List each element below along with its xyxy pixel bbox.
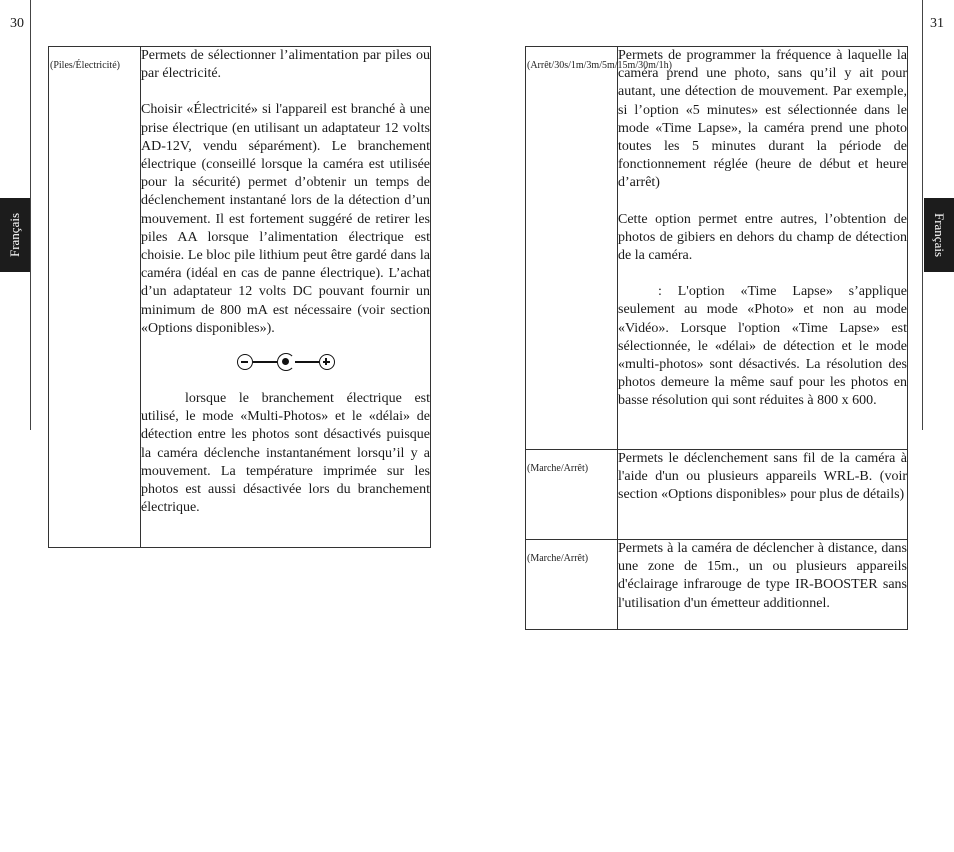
table-row-power-source: [49, 47, 431, 548]
option-label-wireless-trigger: (Marche/Arrêt): [526, 450, 618, 540]
language-tab-label: Français: [932, 212, 948, 258]
option-description-power-source: [141, 47, 431, 548]
center-pin-icon: [277, 353, 295, 371]
table-row-wireless-trigger: [526, 450, 908, 540]
page-number-right: 31: [930, 16, 944, 31]
positive-terminal-icon: [319, 354, 335, 370]
note-paragraph: lorsque le branchement électrique est utilisé, le mode «Multi-Photos» et le «délai» de détection entre les photos sont désactivés puisque la caméra déclenche instantanément lorsqu’il y a mouvement. La température imprimée sur les photos est aussi désactivée lors du branchement électrique.: [141, 391, 430, 516]
option-label-ir-booster: (Marche/Arrêt): [526, 540, 618, 630]
dc-polarity-icon: [141, 352, 430, 372]
table-row-time-lapse: [526, 47, 908, 450]
options-table-right: [525, 46, 908, 630]
description-paragraph: Permets de sélectionner l’alimentation par piles ou par électricité.: [141, 48, 430, 82]
negative-terminal-icon: [237, 354, 253, 370]
description-paragraph: Cette option permet entre autres, l’obtention de photos de gibiers en dehors du champ de détection de la caméra.: [618, 211, 907, 264]
description-paragraph: Permets de programmer la fréquence à laquelle la caméra prend une photo, sans qu’il y ait pour autant, une détection de mouvement. Par exemple, si l’option «5 minutes» est sélectionnée dans le mode «Time Lapse», la caméra prend une photo toutes les 5 minutes durant la période de fonctionnement réglée (heure de début et heure d’arrêt): [618, 48, 907, 191]
page-margin-line-left: [30, 0, 31, 430]
language-tab-left: [0, 198, 30, 272]
page-margin-line-right: [922, 0, 923, 430]
table-row-ir-booster: [526, 540, 908, 630]
options-table-left: [48, 46, 431, 548]
language-tab-label: Français: [7, 212, 23, 258]
option-label-time-lapse: (Arrêt/30s/1m/3m/5m/15m/30m/1h): [526, 47, 618, 450]
option-description-time-lapse: [618, 47, 908, 450]
language-tab-right: [924, 198, 954, 272]
option-description-ir-booster: [618, 540, 908, 630]
description-paragraph: Permets le déclenchement sans fil de la caméra à l'aide d'un ou plusieurs appareils WRL-B. (voir section «Options disponibles» pour plus de détails): [618, 451, 907, 503]
description-paragraph: Choisir «Électricité» si l'appareil est branché à une prise électrique (en utilisant un adaptateur 12 volts AD-12V, vendu séparément). Le branchement électrique (conseillé lorsque la caméra est utilisée pour la sécurité) permet d’obtenir un temps de déclenchement instantané lors de la détection d’un mouvement. Il est fortement suggéré de retirer les piles AA lorsque l’alimentation électrique est choisie. Le bloc pile lithium peut être gardé dans la caméra (idéal en cas de panne électrique). L’achat d’un adaptateur 12 volts DC pouvant fournir un minimum de 800 mA est nécessaire (voir section «Options disponibles»).: [141, 102, 430, 336]
note-paragraph: : L'option «Time Lapse» s’applique seulement au mode «Photo» et non au mode «Vidéo». Lorsque l'option «Time Lapse» est sélectionnée, le «délai» de détection et le mode «multi-photos» sont désactivés. La résolution des photos demeure la même sauf pour les photos en basse résolution qui sont réduites à 800 x 600.: [618, 284, 907, 409]
option-description-wireless-trigger: [618, 450, 908, 540]
option-label-power-source: (Piles/Électricité): [49, 47, 141, 548]
page-number-left: 30: [10, 16, 24, 31]
description-paragraph: Permets à la caméra de déclencher à distance, dans une zone de 15m., un ou plusieurs appareils d'éclairage infrarouge de type IR-BOOSTER sans l'utilisation d'un émetteur additionnel.: [618, 541, 907, 611]
